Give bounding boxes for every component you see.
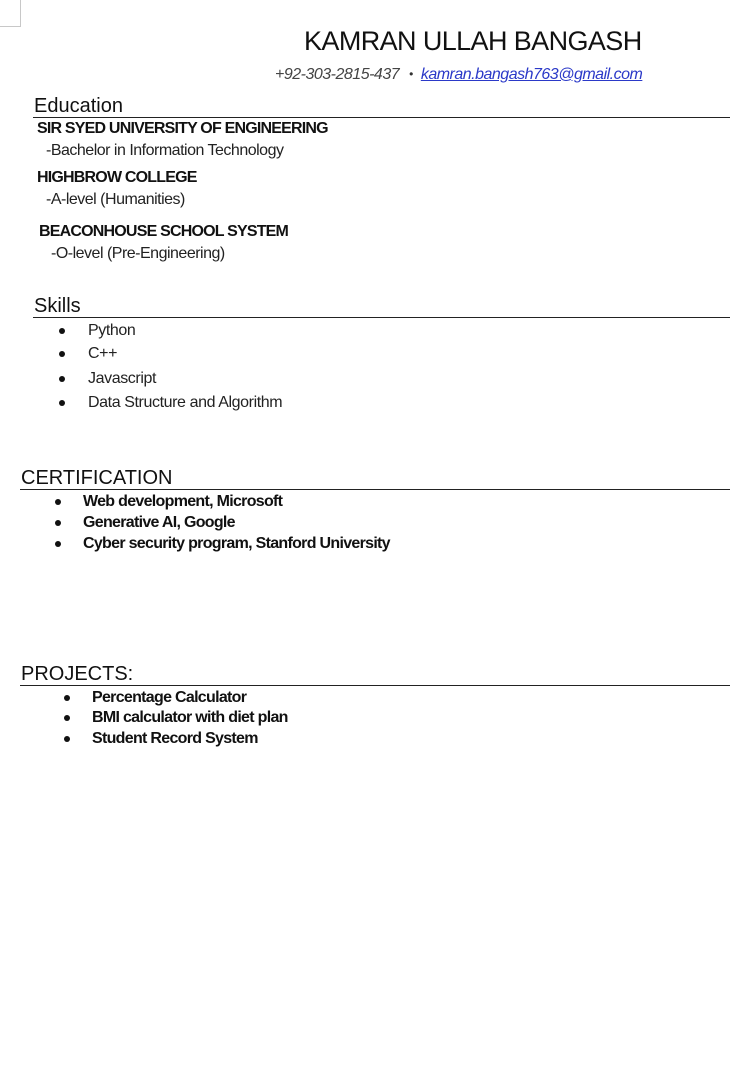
- contact-separator: •: [409, 67, 413, 81]
- certification-heading: CERTIFICATION: [21, 467, 173, 489]
- education-degree: -O-level (Pre-Engineering): [51, 245, 225, 262]
- bullet-icon: [64, 736, 70, 742]
- email-link[interactable]: kamran.bangash763@gmail.com: [420, 66, 643, 83]
- certification-divider: [20, 489, 730, 490]
- education-institution: SIR SYED UNIVERSITY OF ENGINEERING: [37, 120, 328, 137]
- bullet-icon: [59, 400, 65, 406]
- skill-item: Javascript: [88, 370, 157, 387]
- skills-divider: [33, 317, 730, 318]
- bullet-icon: [64, 695, 70, 701]
- bullet-icon: [55, 499, 61, 505]
- page-corner-mark: [0, 0, 21, 27]
- skill-item: Data Structure and Algorithm: [88, 394, 283, 411]
- projects-divider: [20, 685, 730, 686]
- bullet-icon: [64, 715, 70, 721]
- education-degree: -A-level (Humanities): [46, 191, 185, 208]
- bullet-icon: [59, 328, 65, 334]
- education-divider: [33, 117, 730, 118]
- contact-line: [275, 66, 642, 84]
- bullet-icon: [55, 541, 61, 547]
- education-degree: -Bachelor in Information Technology: [46, 142, 284, 159]
- skills-heading: Skills: [34, 295, 81, 317]
- bullet-icon: [55, 520, 61, 526]
- education-heading: Education: [34, 95, 123, 117]
- resume-name: KAMRAN ULLAH BANGASH: [304, 26, 642, 56]
- certification-item: Generative AI, Google: [83, 514, 235, 531]
- bullet-icon: [59, 376, 65, 382]
- phone-number: +92-303-2815-437: [275, 66, 400, 83]
- project-item: BMI calculator with diet plan: [92, 709, 288, 726]
- certification-item: Cyber security program, Stanford University: [83, 535, 390, 552]
- bullet-icon: [59, 351, 65, 357]
- skill-item: C++: [88, 345, 118, 362]
- project-item: Student Record System: [92, 730, 258, 747]
- education-institution: HIGHBROW COLLEGE: [37, 169, 197, 186]
- certification-item: Web development, Microsoft: [83, 493, 283, 510]
- project-item: Percentage Calculator: [92, 689, 247, 706]
- projects-heading: PROJECTS:: [21, 663, 134, 685]
- skill-item: Python: [88, 322, 136, 339]
- education-institution: BEACONHOUSE SCHOOL SYSTEM: [39, 223, 289, 240]
